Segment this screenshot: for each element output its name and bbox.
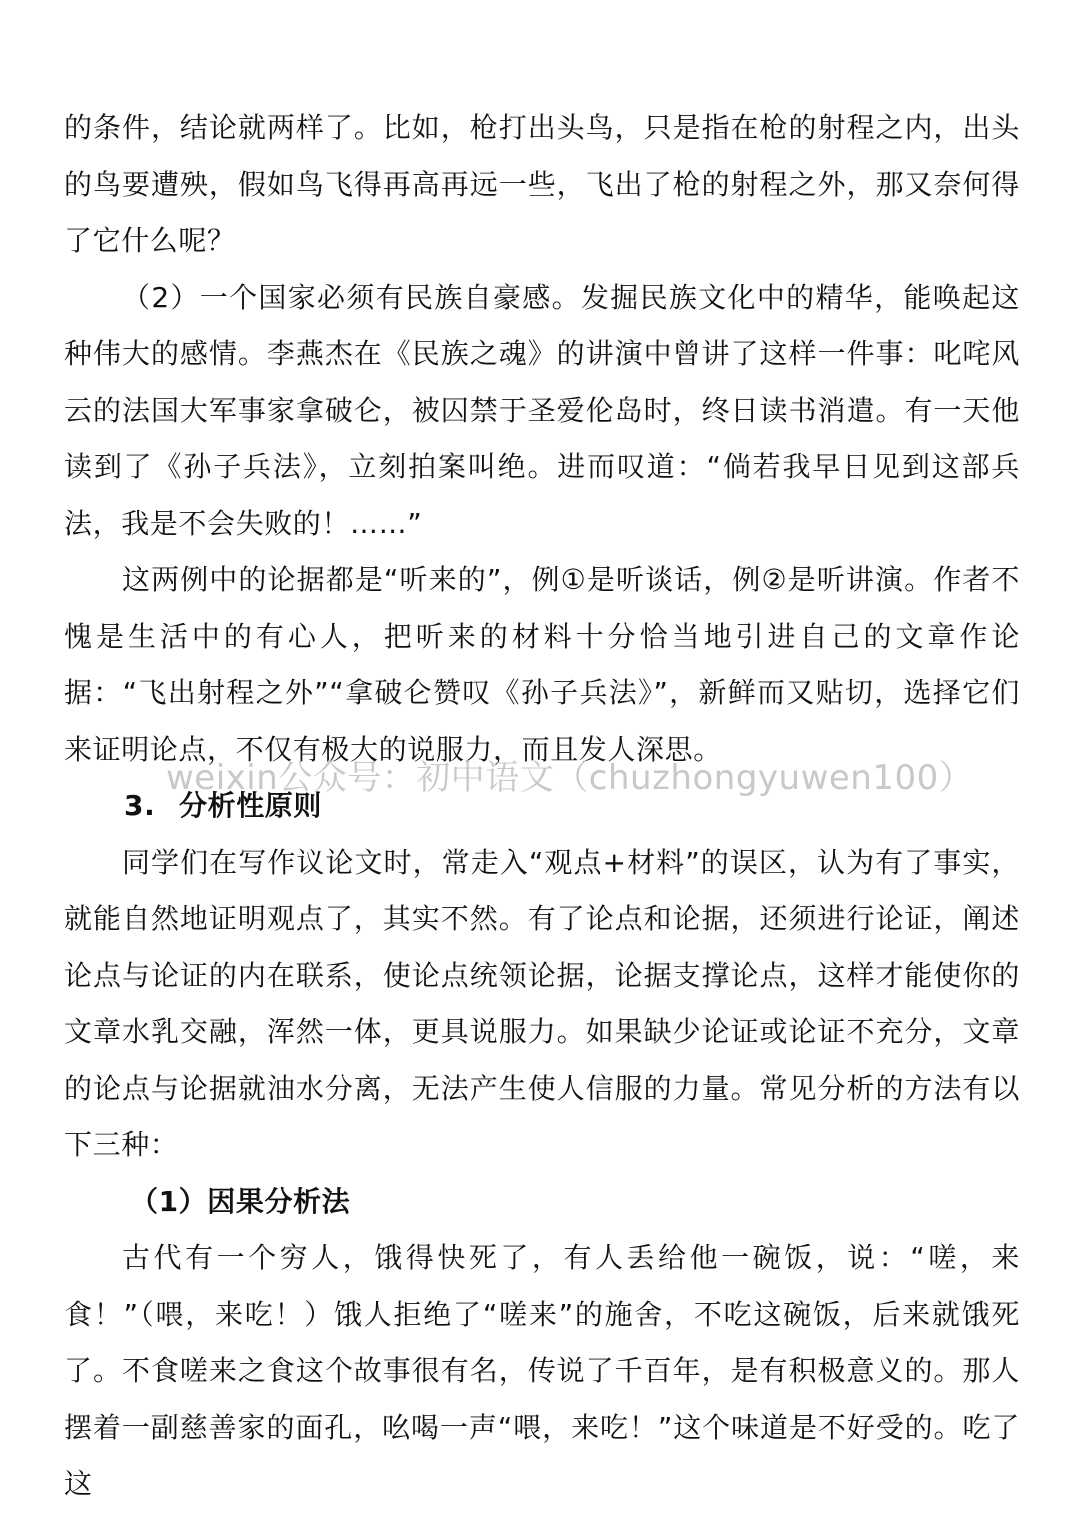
- paragraph-analysis: 这两例中的论据都是“听来的”，例①是听谈话，例②是听讲演。作者不愧是生活中的有心人，把听来的材料十分恰当地引进自己的文章作论据：“飞出射程之外”“拿破仑赞叹《孙子兵法》”，新鲜而又贴切，选择它们来证明论点，不仅有极大的说服力，而且发人深思。: [64, 563, 1020, 766]
- paragraph-example-2: （2）一个国家必须有民族自豪感。发掘民族文化中的精华，能唤起这种伟大的感情。李燕杰在《民族之魂》的讲演中曾讲了这样一件事：叱咤风云的法国大军事家拿破仑，被囚禁于圣爱伦岛时，终日读书消遣。有一天他读到了《孙子兵法》，立刻拍案叫绝。进而叹道：“倘若我早日见到这部兵法，我是不会失败的！……”: [64, 280, 1020, 540]
- section-title: 分析性原则: [179, 789, 323, 822]
- document-page: [64, 100, 1020, 1513]
- paragraph-story: 古代有一个穷人，饿得快死了，有人丢给他一碗饭，说：“嗟，来食！”（喂，来吃！）饿人拒绝了“嗟来”的施舍，不吃这碗饭，后来就饿死了。不食嗟来之食这个故事很有名，传说了千百年，是有积极意义的。那人摆着一副慈善家的面孔，吆喝一声“喂，来吃！”这个味道是不好受的。吃了这: [64, 1241, 1020, 1500]
- paragraph-section-intro: 同学们在写作议论文时，常走入“观点+材料”的误区，认为有了事实，就能自然地证明观点了，其实不然。有了论点和论据，还须进行论证，阐述论点与论证的内在联系，使论点统领论据，论据支撑论点，这样才能使你的文章水乳交融，浑然一体，更具说服力。如果缺少论证或论证不充分，文章的论点与论据就油水分离，无法产生使人信服的力量。常见分析的方法有以下三种：: [64, 845, 1020, 1161]
- subsection-heading: （1）因果分析法: [130, 1184, 351, 1218]
- section-number: 3.: [124, 789, 156, 822]
- watermark-text: weixin公众号：初中语文（chuzhongyuwen100）: [166, 758, 974, 798]
- paragraph-continuation: 的条件，结论就两样了。比如，枪打出头鸟，只是指在枪的射程之内，出头的鸟要遭殃，假如鸟飞得再高再远一些，飞出了枪的射程之外，那又奈何得了它什么呢？: [64, 111, 1020, 257]
